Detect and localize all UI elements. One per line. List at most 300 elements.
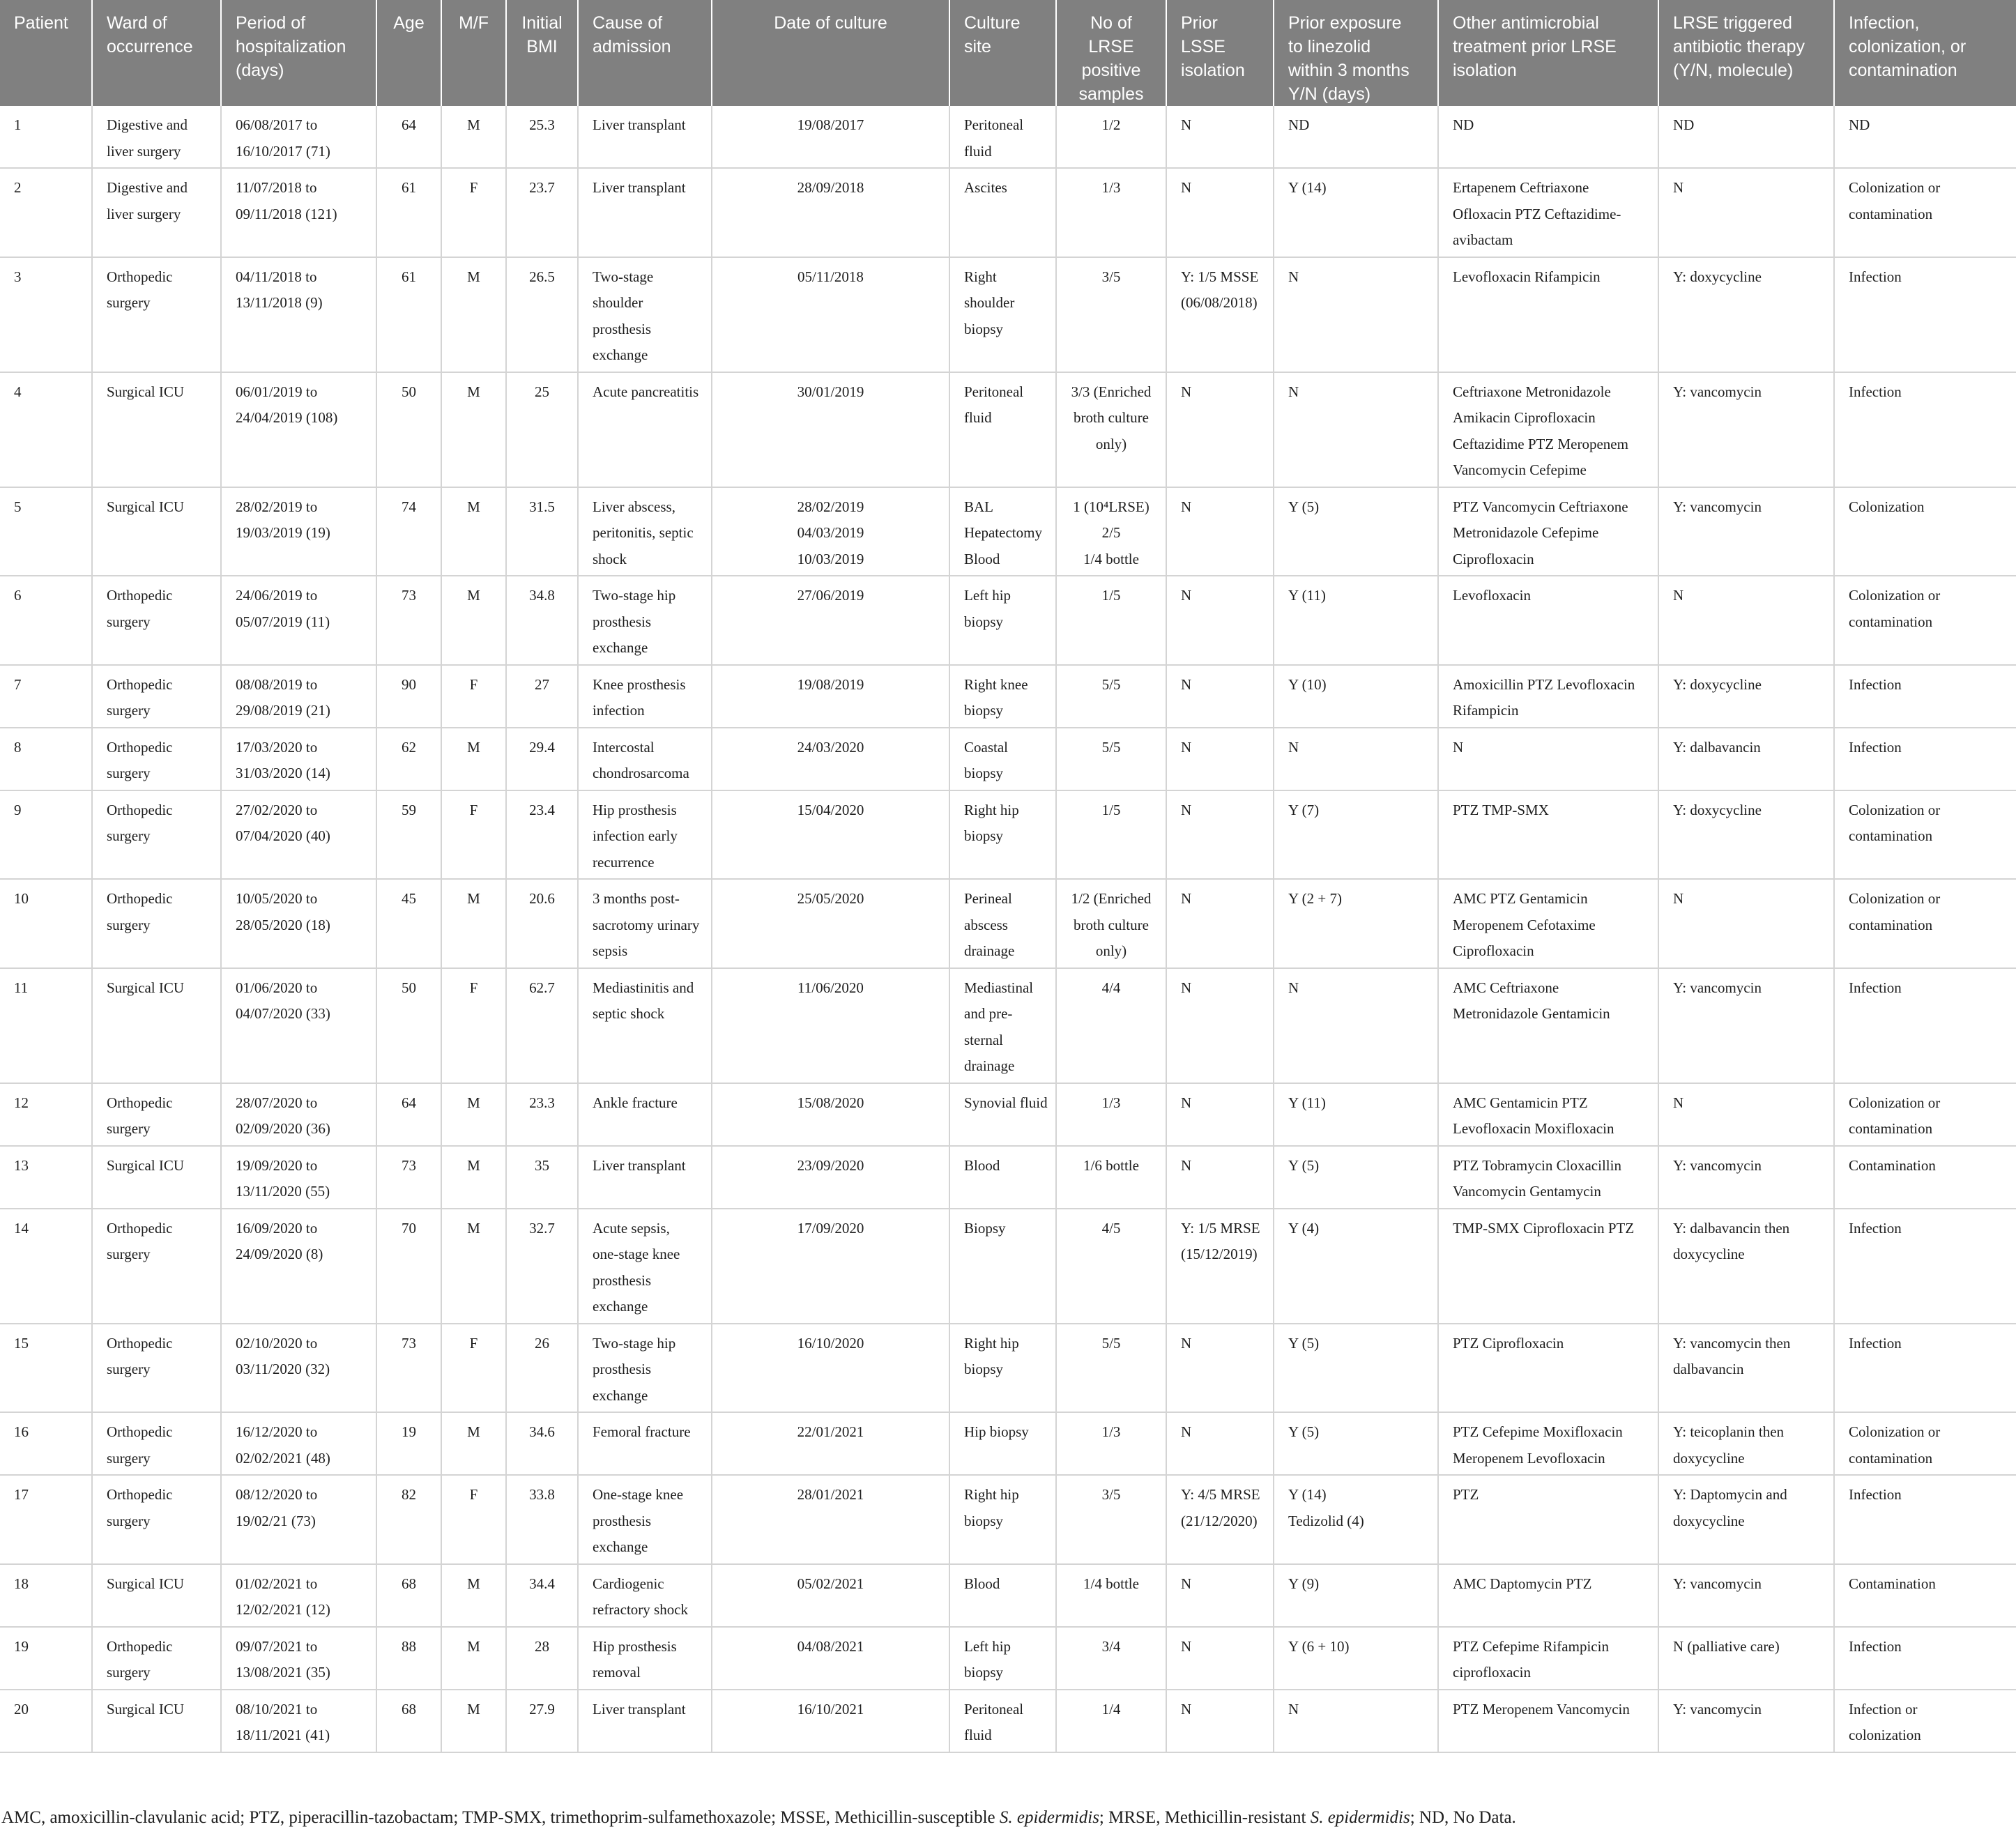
cell-line: N bbox=[1181, 1637, 1192, 1655]
cell-prior-lsse bbox=[1166, 372, 1274, 487]
cell-line: 22/01/2021 bbox=[797, 1423, 864, 1440]
cell-line: 31/03/2020 (14) bbox=[236, 765, 330, 781]
cell-prior-lsse bbox=[1166, 1690, 1274, 1752]
cell-sex bbox=[441, 665, 506, 728]
cell-line: Mediastinal bbox=[964, 979, 1034, 996]
cell-line: exchange bbox=[593, 1386, 648, 1404]
table-row bbox=[0, 1146, 2016, 1209]
header-other-treatment bbox=[1438, 0, 1658, 106]
cell-line: 19 bbox=[14, 1637, 29, 1655]
cell-line: 5/5 bbox=[1101, 1334, 1121, 1352]
cell-line: 11/06/2020 bbox=[797, 979, 864, 996]
cell-line: contamination bbox=[1849, 1120, 1933, 1137]
cell-prior-lsse bbox=[1166, 1209, 1274, 1324]
cell-line: Y (11) bbox=[1288, 587, 1326, 604]
cell-prior-lsse bbox=[1166, 1083, 1274, 1146]
cell-ward bbox=[92, 257, 221, 372]
cell-line: N bbox=[1453, 738, 1464, 756]
cell-line: prosthesis bbox=[593, 320, 651, 337]
cell-linezolid-exposure bbox=[1274, 576, 1438, 665]
cell-cause bbox=[578, 728, 712, 790]
cell-cause bbox=[578, 1564, 712, 1627]
cell-line: Peritoneal bbox=[964, 1700, 1024, 1718]
cell-line: Y: 1/5 MSSE bbox=[1181, 268, 1259, 285]
cell-ward bbox=[92, 487, 221, 576]
cell-line: 17/09/2020 bbox=[797, 1219, 864, 1237]
cell-linezolid-exposure bbox=[1274, 372, 1438, 487]
cell-positive-samples bbox=[1056, 968, 1166, 1083]
cell-line: M bbox=[467, 498, 480, 515]
cell-ward bbox=[92, 1324, 221, 1413]
cell-line: sacrotomy urinary bbox=[593, 916, 700, 933]
header-line: site bbox=[964, 37, 991, 56]
header-ward bbox=[92, 0, 221, 106]
cell-outcome bbox=[1834, 665, 2016, 728]
cell-other-treatment bbox=[1438, 1412, 1658, 1475]
cell-line: 19 bbox=[402, 1423, 416, 1440]
cell-age bbox=[376, 728, 441, 790]
cell-outcome bbox=[1834, 790, 2016, 880]
header-line: LRSE triggered bbox=[1673, 13, 1792, 33]
cell-line: prosthesis bbox=[593, 1271, 651, 1289]
cell-line: infection early bbox=[593, 827, 678, 844]
cell-line: chondrosarcoma bbox=[593, 765, 689, 781]
cell-line: Levofloxacin Rifampicin bbox=[1453, 268, 1601, 285]
header-age bbox=[376, 0, 441, 106]
cell-line: 27 bbox=[535, 675, 549, 693]
cell-other-treatment bbox=[1438, 1146, 1658, 1209]
cell-line: Liver transplant bbox=[593, 1700, 686, 1718]
cell-line: contamination bbox=[1849, 1449, 1933, 1467]
cell-line: 26.5 bbox=[529, 268, 555, 285]
cell-age bbox=[376, 790, 441, 880]
cell-line: 19/08/2017 bbox=[797, 116, 864, 133]
cell-bmi bbox=[506, 1412, 578, 1475]
cell-line: 27.9 bbox=[529, 1700, 555, 1718]
cell-age bbox=[376, 1083, 441, 1146]
cell-outcome bbox=[1834, 1209, 2016, 1324]
table-body bbox=[0, 106, 2016, 1752]
table-row bbox=[0, 665, 2016, 728]
cell-line: Digestive and bbox=[107, 179, 188, 196]
cell-period bbox=[221, 1324, 376, 1413]
header-line: Culture bbox=[964, 13, 1021, 33]
cell-line: Ceftriaxone Metronidazole bbox=[1453, 383, 1611, 400]
cell-prior-lsse bbox=[1166, 1627, 1274, 1690]
cell-outcome bbox=[1834, 728, 2016, 790]
cell-line: M bbox=[467, 1700, 480, 1718]
cell-triggered-therapy bbox=[1658, 790, 1834, 880]
cell-site bbox=[949, 487, 1056, 576]
cell-line: M bbox=[467, 1219, 480, 1237]
cell-date bbox=[712, 487, 949, 576]
cell-line: M bbox=[467, 1575, 480, 1592]
cell-line: 62 bbox=[402, 738, 416, 756]
cell-line: Levofloxacin bbox=[1453, 587, 1531, 604]
cell-period bbox=[221, 790, 376, 880]
cell-line: Liver transplant bbox=[593, 179, 686, 196]
cell-line: biopsy bbox=[964, 765, 1004, 781]
cell-line: 12/02/2021 (12) bbox=[236, 1601, 330, 1618]
cell-line: 28/02/2019 to bbox=[236, 498, 318, 515]
cell-line: Right hip bbox=[964, 1334, 1019, 1352]
cell-cause bbox=[578, 1146, 712, 1209]
cell-date bbox=[712, 879, 949, 968]
cell-sex bbox=[441, 728, 506, 790]
cell-sex bbox=[441, 1083, 506, 1146]
cell-site bbox=[949, 1083, 1056, 1146]
footnote-text-3: ; ND, No Data. bbox=[1410, 1808, 1516, 1827]
cell-line: Colonization or bbox=[1849, 179, 1941, 196]
cell-positive-samples bbox=[1056, 1209, 1166, 1324]
cell-line: Y (2 + 7) bbox=[1288, 890, 1342, 907]
cell-line: AMC Gentamicin PTZ bbox=[1453, 1094, 1588, 1111]
cell-patient bbox=[0, 1146, 92, 1209]
header-site bbox=[949, 0, 1056, 106]
cell-line: 70 bbox=[402, 1219, 416, 1237]
cell-line: AMC Ceftriaxone bbox=[1453, 979, 1559, 996]
cell-bmi bbox=[506, 1475, 578, 1564]
cell-line: N bbox=[1181, 1423, 1192, 1440]
cell-age bbox=[376, 106, 441, 168]
header-line: Infection, bbox=[1849, 13, 1920, 33]
cell-triggered-therapy bbox=[1658, 1627, 1834, 1690]
cell-linezolid-exposure bbox=[1274, 968, 1438, 1083]
cell-triggered-therapy bbox=[1658, 106, 1834, 168]
cell-line: F bbox=[469, 179, 478, 196]
cell-date bbox=[712, 1475, 949, 1564]
table-row bbox=[0, 576, 2016, 665]
cell-line: 34.8 bbox=[529, 587, 555, 604]
cell-line: Ertapenem Ceftriaxone bbox=[1453, 179, 1589, 196]
cell-line: 5 bbox=[14, 498, 22, 515]
cell-line: Infection bbox=[1849, 675, 1902, 693]
table-row bbox=[0, 1690, 2016, 1752]
cell-line: Two-stage hip bbox=[593, 1334, 676, 1352]
cell-line: N bbox=[1288, 383, 1299, 400]
cell-cause bbox=[578, 1690, 712, 1752]
cell-period bbox=[221, 257, 376, 372]
cell-line: Colonization bbox=[1849, 498, 1925, 515]
cell-line: 17 bbox=[14, 1486, 29, 1503]
cell-age bbox=[376, 1564, 441, 1627]
cell-line: 12 bbox=[14, 1094, 29, 1111]
cell-line: 08/10/2021 to bbox=[236, 1700, 318, 1718]
cell-line: 05/07/2019 (11) bbox=[236, 613, 330, 630]
cell-line: biopsy bbox=[964, 702, 1004, 719]
cell-period bbox=[221, 106, 376, 168]
cell-line: Surgical ICU bbox=[107, 979, 185, 996]
cell-outcome bbox=[1834, 1690, 2016, 1752]
header-prior-lsse bbox=[1166, 0, 1274, 106]
cell-line: PTZ Tobramycin Cloxacillin bbox=[1453, 1156, 1621, 1174]
cell-line: 04/08/2021 bbox=[797, 1637, 864, 1655]
cell-line: 18/11/2021 (41) bbox=[236, 1727, 330, 1743]
cell-date bbox=[712, 1324, 949, 1413]
cell-line: Infection bbox=[1849, 1219, 1902, 1237]
cell-line: 13 bbox=[14, 1156, 29, 1174]
cell-bmi bbox=[506, 168, 578, 257]
header-line: (days) bbox=[236, 61, 284, 80]
cell-line: 23/09/2020 bbox=[797, 1156, 864, 1174]
cell-line: Two-stage hip bbox=[593, 587, 676, 604]
cell-line: 61 bbox=[402, 179, 416, 196]
cell-positive-samples bbox=[1056, 1083, 1166, 1146]
cell-patient bbox=[0, 487, 92, 576]
cell-line: 1/4 bbox=[1101, 1700, 1121, 1718]
cell-line: N bbox=[1181, 498, 1192, 515]
cell-prior-lsse bbox=[1166, 106, 1274, 168]
cell-line: Infection bbox=[1849, 1486, 1902, 1503]
cell-line: M bbox=[467, 1637, 480, 1655]
cell-line: 20.6 bbox=[529, 890, 555, 907]
cell-line: Y: vancomycin then bbox=[1673, 1334, 1791, 1352]
cell-line: 09/07/2021 to bbox=[236, 1637, 318, 1655]
cell-line: Y (14) bbox=[1288, 1486, 1327, 1503]
cell-site bbox=[949, 372, 1056, 487]
cell-sex bbox=[441, 106, 506, 168]
cell-line: 18 bbox=[14, 1575, 29, 1592]
cell-period bbox=[221, 1146, 376, 1209]
cell-cause bbox=[578, 487, 712, 576]
cell-line: prosthesis bbox=[593, 1361, 651, 1377]
cell-site bbox=[949, 1627, 1056, 1690]
table-row bbox=[0, 106, 2016, 168]
header-line: isolation bbox=[1181, 61, 1245, 80]
cell-line: ND bbox=[1453, 116, 1474, 133]
cell-bmi bbox=[506, 576, 578, 665]
cell-positive-samples bbox=[1056, 1475, 1166, 1564]
cell-line: Infection bbox=[1849, 1334, 1902, 1352]
cell-age bbox=[376, 1690, 441, 1752]
cell-bmi bbox=[506, 1324, 578, 1413]
cell-age bbox=[376, 1627, 441, 1690]
header-line: Age bbox=[393, 13, 425, 33]
cell-line: Orthopedic bbox=[107, 1334, 173, 1352]
header-line: within 3 months bbox=[1288, 61, 1410, 80]
cell-line: N bbox=[1181, 890, 1192, 907]
cell-line: Orthopedic bbox=[107, 801, 173, 818]
cell-period bbox=[221, 372, 376, 487]
cell-line: biopsy bbox=[964, 1361, 1004, 1377]
cell-line: Rifampicin bbox=[1453, 702, 1519, 719]
cell-line: 24/03/2020 bbox=[797, 738, 864, 756]
cell-line: Orthopedic bbox=[107, 738, 173, 756]
cell-line: Left hip bbox=[964, 587, 1011, 604]
header-line: Y/N (days) bbox=[1288, 84, 1371, 104]
header-line: contamination bbox=[1849, 61, 1957, 80]
header-line: Date of culture bbox=[774, 13, 887, 33]
cell-line: Y (4) bbox=[1288, 1219, 1320, 1237]
cell-line: 16/10/2021 bbox=[797, 1700, 864, 1718]
header-line: treatment prior LRSE bbox=[1453, 37, 1617, 56]
cell-line: 3 bbox=[14, 268, 22, 285]
cell-line: 33.8 bbox=[529, 1486, 555, 1503]
cell-patient bbox=[0, 106, 92, 168]
cell-period bbox=[221, 1412, 376, 1475]
cell-prior-lsse bbox=[1166, 576, 1274, 665]
cell-line: 3/5 bbox=[1101, 1486, 1121, 1503]
header-line: Other antimicrobial bbox=[1453, 13, 1599, 33]
cell-outcome bbox=[1834, 1475, 2016, 1564]
cell-line: 2 bbox=[14, 179, 22, 196]
cell-line: Coastal bbox=[964, 738, 1008, 756]
cell-sex bbox=[441, 1146, 506, 1209]
cell-triggered-therapy bbox=[1658, 665, 1834, 728]
cell-line: 25.3 bbox=[529, 116, 555, 133]
cell-positive-samples bbox=[1056, 1690, 1166, 1752]
cell-positive-samples bbox=[1056, 372, 1166, 487]
cell-age bbox=[376, 487, 441, 576]
cell-ward bbox=[92, 1146, 221, 1209]
cell-line: N bbox=[1181, 1156, 1192, 1174]
cell-line: 06/08/2017 to bbox=[236, 116, 318, 133]
cell-positive-samples bbox=[1056, 1146, 1166, 1209]
cell-prior-lsse bbox=[1166, 968, 1274, 1083]
cell-line: 16/12/2020 to bbox=[236, 1423, 318, 1440]
header-line: to linezolid bbox=[1288, 37, 1371, 56]
cell-line: 2/5 bbox=[1101, 524, 1121, 541]
cell-line: abscess bbox=[964, 916, 1008, 933]
cell-other-treatment bbox=[1438, 372, 1658, 487]
cell-line: 59 bbox=[402, 801, 416, 818]
cell-other-treatment bbox=[1438, 106, 1658, 168]
cell-line: ciprofloxacin bbox=[1453, 1664, 1531, 1681]
cell-line: 1/5 bbox=[1101, 587, 1121, 604]
cell-outcome bbox=[1834, 257, 2016, 372]
cell-line: 30/01/2019 bbox=[797, 383, 864, 400]
header-line: No of bbox=[1090, 13, 1132, 33]
cell-line: 1/3 bbox=[1101, 1423, 1121, 1440]
cell-line: 1/3 bbox=[1101, 1094, 1121, 1111]
cell-line: surgery bbox=[107, 765, 151, 781]
cell-line: 10/05/2020 to bbox=[236, 890, 318, 907]
cell-ward bbox=[92, 728, 221, 790]
cell-cause bbox=[578, 968, 712, 1083]
cell-line: 28/09/2018 bbox=[797, 179, 864, 196]
cell-other-treatment bbox=[1438, 1627, 1658, 1690]
cell-line: Orthopedic bbox=[107, 1219, 173, 1237]
header-line: positive bbox=[1081, 61, 1141, 80]
cell-line: Ceftazidime PTZ Meropenem bbox=[1453, 435, 1628, 452]
cell-line: 50 bbox=[402, 383, 416, 400]
cell-linezolid-exposure bbox=[1274, 728, 1438, 790]
cell-line: 16/10/2017 (71) bbox=[236, 142, 330, 160]
cell-line: prosthesis bbox=[593, 1512, 651, 1529]
cell-linezolid-exposure bbox=[1274, 487, 1438, 576]
cell-line: 07/04/2020 (40) bbox=[236, 827, 330, 844]
cell-line: Y: vancomycin bbox=[1673, 979, 1762, 996]
cell-line: contamination bbox=[1849, 205, 1933, 222]
cell-sex bbox=[441, 1412, 506, 1475]
cell-line: Amikacin Ciprofloxacin bbox=[1453, 409, 1596, 426]
cell-patient bbox=[0, 257, 92, 372]
cell-other-treatment bbox=[1438, 168, 1658, 257]
cell-line: F bbox=[469, 979, 478, 996]
cell-line: 05/11/2018 bbox=[797, 268, 864, 285]
cell-bmi bbox=[506, 106, 578, 168]
cell-line: 73 bbox=[402, 1156, 416, 1174]
cell-line: Y: teicoplanin then bbox=[1673, 1423, 1785, 1440]
cell-period bbox=[221, 1475, 376, 1564]
cell-line: Peritoneal bbox=[964, 383, 1024, 400]
cell-line: 35 bbox=[535, 1156, 549, 1174]
cell-outcome bbox=[1834, 1324, 2016, 1413]
cell-line: surgery bbox=[107, 1512, 151, 1529]
cell-site bbox=[949, 1412, 1056, 1475]
cell-triggered-therapy bbox=[1658, 879, 1834, 968]
table-row bbox=[0, 728, 2016, 790]
cell-line: 82 bbox=[402, 1486, 416, 1503]
header-line: samples bbox=[1078, 84, 1144, 104]
cell-site bbox=[949, 1690, 1056, 1752]
cell-triggered-therapy bbox=[1658, 968, 1834, 1083]
cell-bmi bbox=[506, 372, 578, 487]
cell-other-treatment bbox=[1438, 487, 1658, 576]
cell-sex bbox=[441, 968, 506, 1083]
cell-line: Synovial fluid bbox=[964, 1094, 1048, 1111]
cell-cause bbox=[578, 106, 712, 168]
cell-positive-samples bbox=[1056, 665, 1166, 728]
cell-line: M bbox=[467, 738, 480, 756]
cell-line: Perineal bbox=[964, 890, 1012, 907]
cell-line: removal bbox=[593, 1664, 641, 1681]
cell-age bbox=[376, 665, 441, 728]
table-row bbox=[0, 1627, 2016, 1690]
cell-date bbox=[712, 665, 949, 728]
cell-line: 34.4 bbox=[529, 1575, 555, 1592]
cell-triggered-therapy bbox=[1658, 1324, 1834, 1413]
cell-bmi bbox=[506, 1083, 578, 1146]
cell-line: Blood bbox=[964, 1156, 1000, 1174]
cell-line: Levofloxacin Moxifloxacin bbox=[1453, 1120, 1614, 1137]
cell-line: Hepatectomy bbox=[964, 524, 1042, 541]
cell-line: Y: vancomycin bbox=[1673, 498, 1762, 515]
cell-line: 02/02/2021 (48) bbox=[236, 1449, 330, 1467]
table-header-row bbox=[0, 0, 2016, 106]
cell-line: Y (5) bbox=[1288, 498, 1320, 515]
cell-line: 3 months post- bbox=[593, 890, 680, 907]
cell-line: N bbox=[1288, 738, 1299, 756]
cell-line: biopsy bbox=[964, 1664, 1004, 1681]
cell-outcome bbox=[1834, 576, 2016, 665]
header-outcome bbox=[1834, 0, 2016, 106]
cell-line: 7 bbox=[14, 675, 22, 693]
cell-line: Y: dalbavancin bbox=[1673, 738, 1761, 756]
cell-line: 13/11/2018 (9) bbox=[236, 294, 323, 311]
cell-line: N bbox=[1181, 738, 1192, 756]
cell-bmi bbox=[506, 1564, 578, 1627]
cell-line: PTZ Cefepime Moxifloxacin bbox=[1453, 1423, 1623, 1440]
cell-line: 62.7 bbox=[529, 979, 555, 996]
cell-bmi bbox=[506, 1690, 578, 1752]
cell-line: Tedizolid (4) bbox=[1288, 1512, 1364, 1529]
cell-line: shock bbox=[593, 550, 627, 567]
cell-line: Y (5) bbox=[1288, 1423, 1320, 1440]
cell-period bbox=[221, 665, 376, 728]
cell-site bbox=[949, 106, 1056, 168]
header-line: Ward of bbox=[107, 13, 167, 33]
cell-line: Hip prosthesis bbox=[593, 1637, 677, 1655]
cell-triggered-therapy bbox=[1658, 728, 1834, 790]
cell-date bbox=[712, 1690, 949, 1752]
header-bmi bbox=[506, 0, 578, 106]
table-row bbox=[0, 168, 2016, 257]
cell-line: 68 bbox=[402, 1700, 416, 1718]
cell-date bbox=[712, 790, 949, 880]
cell-line: Colonization or bbox=[1849, 890, 1941, 907]
cell-line: 32.7 bbox=[529, 1219, 555, 1237]
